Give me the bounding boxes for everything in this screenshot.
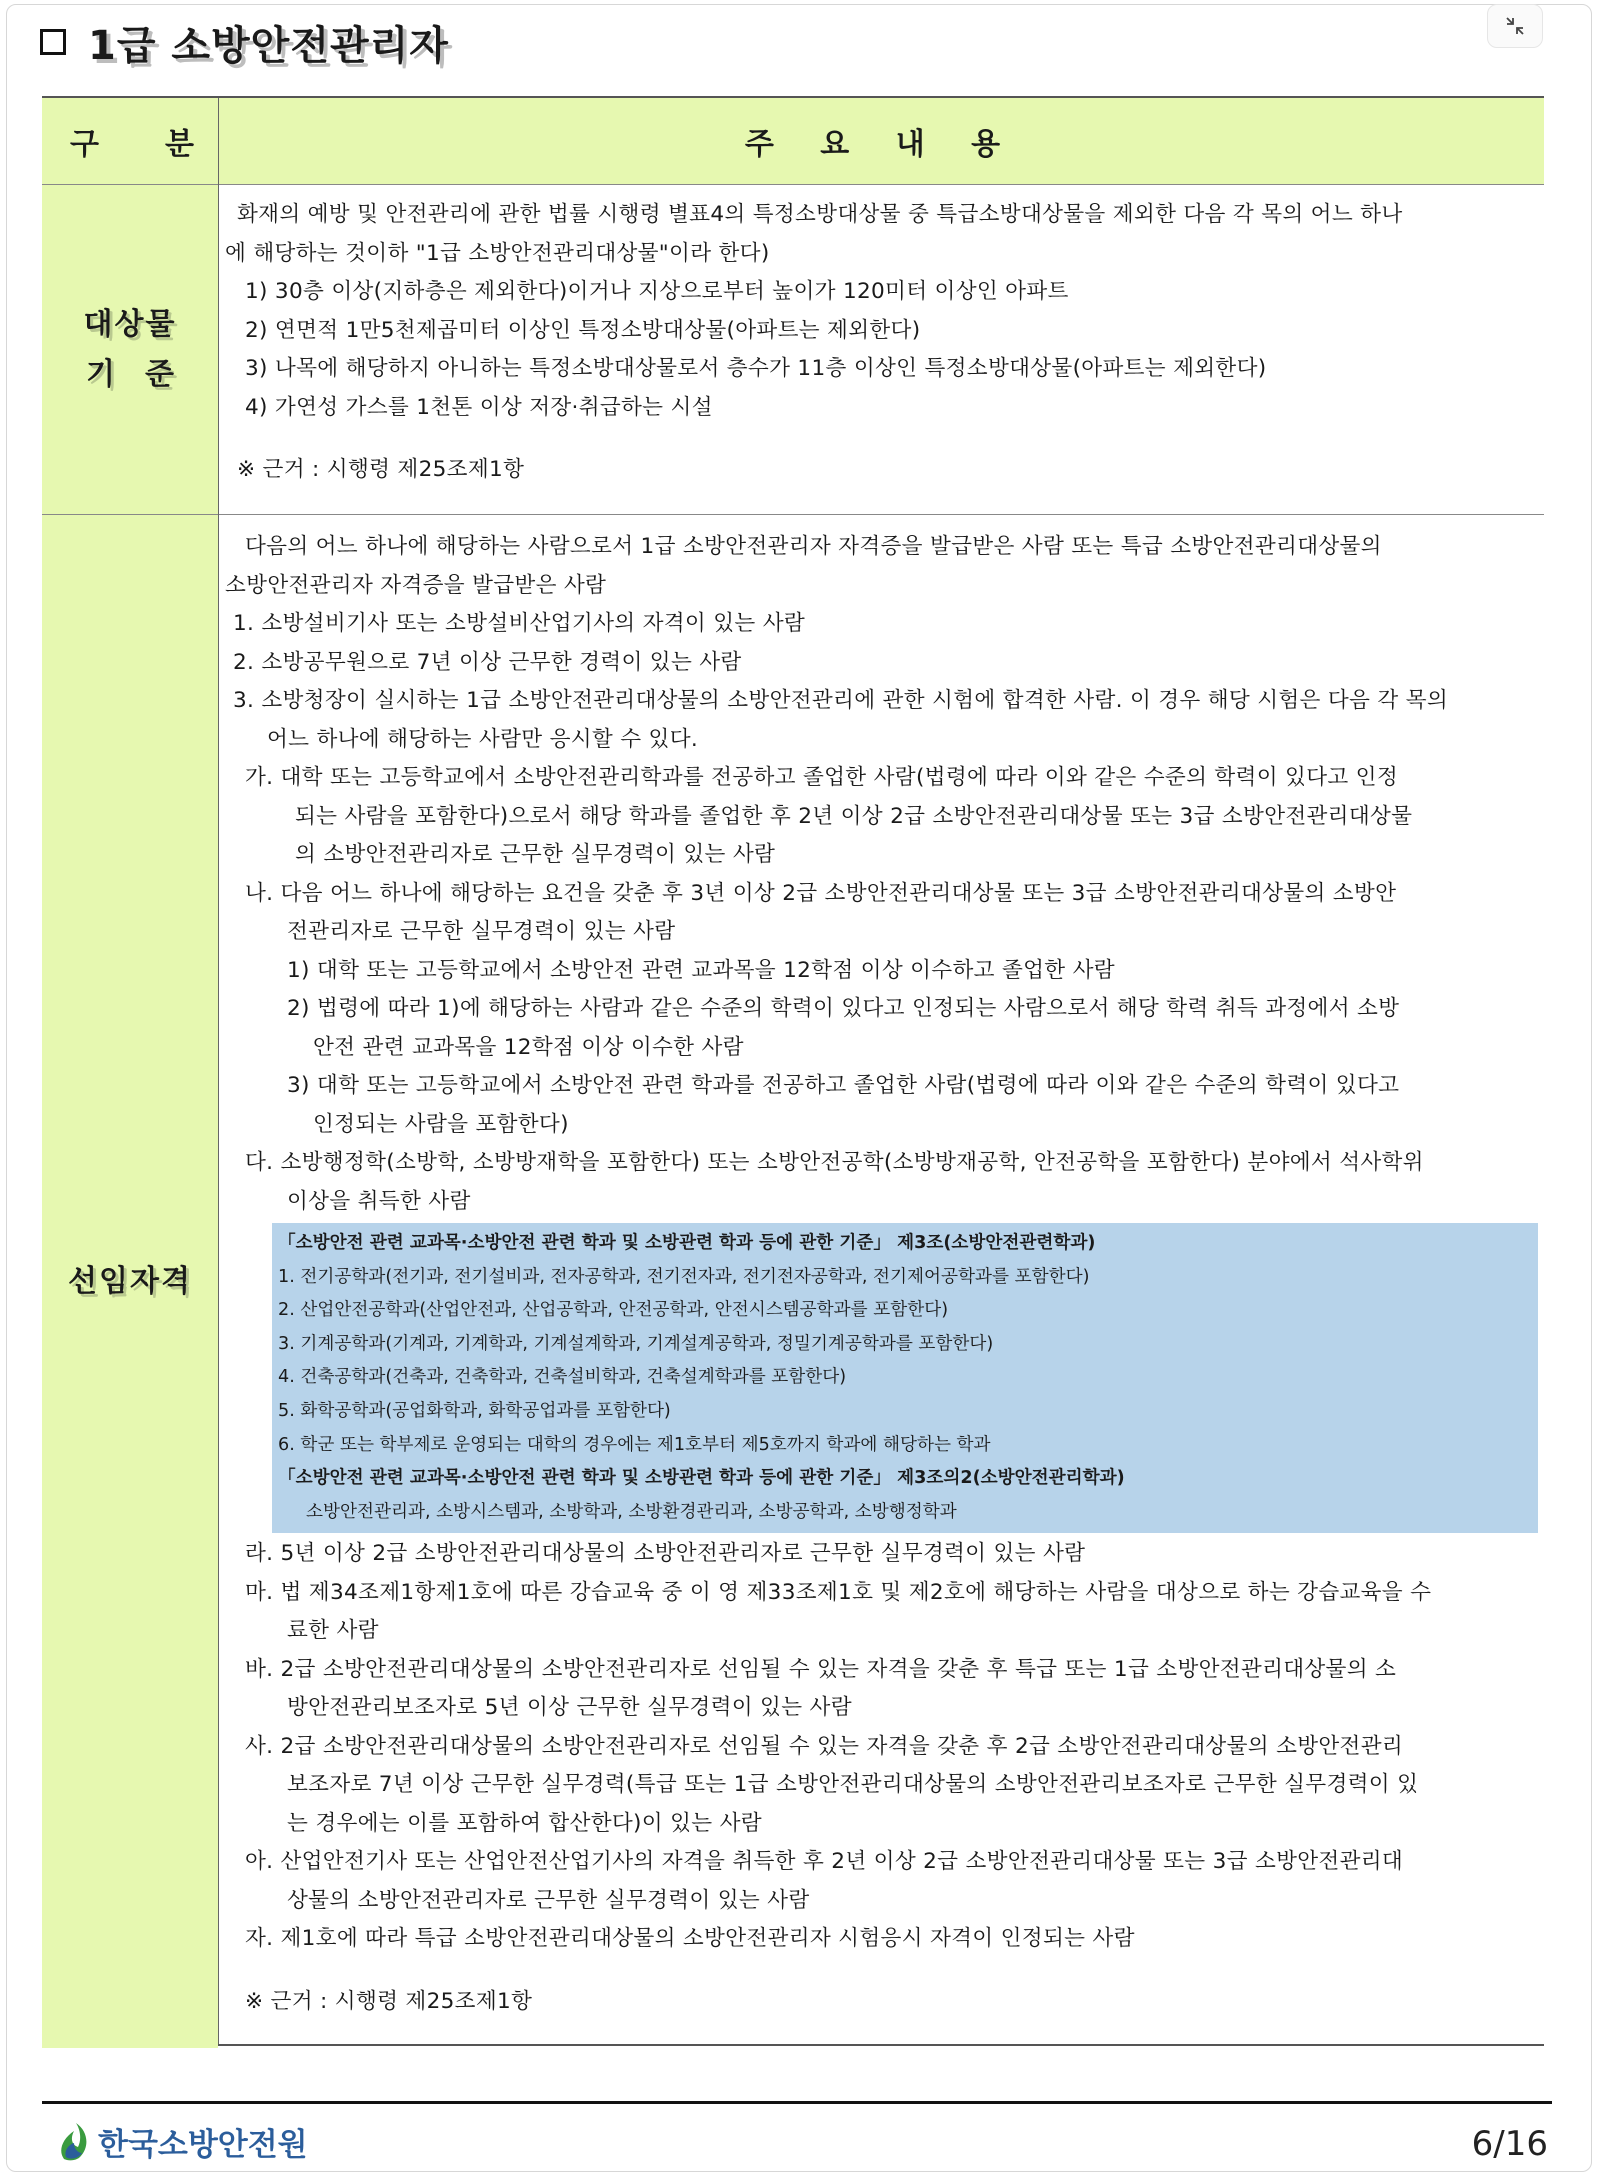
qual-list-item: 1. 소방설비기사 또는 소방설비산업기사의 자격이 있는 사람 — [233, 611, 806, 636]
qual-sub-item: 나. 다음 어느 하나에 해당하는 요건을 갖춘 후 3년 이상 2급 소방안전관리대상물 또는 3급 소방안전관리대상물의 소방안 — [245, 880, 1397, 906]
brand-logo-icon — [56, 2121, 90, 2161]
qual-sub-item: 아. 산업안전기사 또는 산업안전산업기사의 자격을 취득한 후 2년 이상 2급 소방안전관리대상물 또는 3급 소방안전관리대 — [245, 1849, 1404, 1875]
reference-item: 4. 건축공학과(건축과, 건축학과, 건축설비학과, 건축설계학과를 포함한다) — [278, 1367, 847, 1388]
row-divider — [42, 184, 1544, 185]
reference-item: 1. 전기공학과(전기과, 전기설비과, 전자공학과, 전기전자과, 전기전자공학과, 전기제어공학과를 포함한다) — [278, 1266, 1090, 1287]
brand-logo — [56, 2116, 308, 2166]
column-divider — [218, 98, 219, 2044]
collapse-button[interactable] — [1487, 4, 1543, 48]
qual-sub-item-cont: 상물의 소방안전관리자로 근무한 실무경력이 있는 사람 — [287, 1887, 810, 1913]
reference-item: 3. 기계공학과(기계과, 기계학과, 기계설계학과, 기계설계공학과, 정밀기계공학과를 포함한다) — [278, 1333, 994, 1354]
brand-name: 한국소방안전원 — [98, 2126, 308, 2163]
section-qualification-label-text: 선임자격 — [68, 1263, 192, 1299]
reference-item: 소방안전관리과, 소방시스템과, 소방학과, 소방환경관리과, 소방공학과, 소방행정학과 — [306, 1501, 957, 1522]
header-category-char1: 구 — [70, 127, 99, 162]
section-target-label — [42, 185, 218, 514]
qualification-table — [42, 96, 1544, 2046]
qual-list-item: 3. 소방청장이 실시하는 1급 소방안전관리대상물의 소방안전관리에 관한 시험에 합격한 사람. 이 경우 해당 시험은 다음 각 목의 — [233, 688, 1449, 713]
qual-sub-item-cont: 보조자로 7년 이상 근무한 실무경력(특급 또는 1급 소방안전관리대상물의 소방안전관리보조자로 근무한 실무경력이 있 — [287, 1772, 1419, 1798]
reference-item: 5. 화학공학과(공업화학과, 화학공업과를 포함한다) — [278, 1400, 671, 1421]
qual-sub-item: 마. 법 제34조제1항제1호에 따른 강습교육 중 이 영 제33조제1호 및 제2호에 해당하는 사람을 대상으로 하는 강습교육을 수 — [245, 1579, 1432, 1605]
qual-sub-sub-item: 2) 법령에 따라 1)에 해당하는 사람과 같은 수준의 학력이 있다고 인정되는 사람으로서 해당 학력 취득 과정에서 소방 — [287, 996, 1400, 1021]
spacer — [225, 1959, 1538, 1983]
qual-sub-item: 가. 대학 또는 고등학교에서 소방안전관리학과를 전공하고 졸업한 사람(법령에 따라 이와 같은 수준의 학력이 있다고 인정 — [245, 765, 1399, 790]
collapse-icon — [1504, 15, 1526, 37]
row-divider — [42, 514, 1544, 515]
qual-sub-item-cont: 전관리자로 근무한 실무경력이 있는 사람 — [287, 919, 676, 944]
page-title-text: 1급 소방안전관리자 — [88, 22, 449, 69]
qual-sub-sub-item-cont: 인정되는 사람을 포함한다) — [313, 1111, 569, 1137]
qual-list-item: 2. 소방공무원으로 7년 이상 근무한 경력이 있는 사람 — [233, 649, 742, 675]
qual-sub-item-cont: 의 소방안전관리자로 근무한 실무경력이 있는 사람 — [295, 842, 776, 867]
reference-item: 6. 학군 또는 학부제로 운영되는 대학의 경우에는 제1호부터 제5호까지 학과에 해당하는 학과 — [278, 1434, 991, 1455]
qual-sub-item: 자. 제1호에 따라 특급 소방안전관리대상물의 소방안전관리자 시험응시 자격이 인정되는 사람 — [245, 1926, 1135, 1952]
qual-sub-item-cont: 료한 사람 — [287, 1618, 379, 1644]
header-content-cell: 주 요 내 용 — [219, 98, 1544, 184]
qual-sub-item: 라. 5년 이상 2급 소방안전관리대상물의 소방안전관리자로 근무한 실무경력이 있는 사람 — [245, 1541, 1086, 1567]
reference-item: 2. 산업안전공학과(산업안전과, 산업공학과, 안전공학과, 안전시스템공학과를 포함한다) — [278, 1300, 949, 1321]
target-list-item: 3) 나목에 해당하지 아니하는 특정소방대상물로서 층수가 11층 이상인 특정소방대상물(아파트는 제외한다) — [245, 356, 1267, 381]
qual-list-item-cont: 어느 하나에 해당하는 사람만 응시할 수 있다. — [267, 726, 699, 752]
target-list-item: 4) 가연성 가스를 1천톤 이상 저장·취급하는 시설 — [245, 394, 713, 420]
target-list-item: 2) 연면적 1만5천제곱미터 이상인 특정소방대상물(아파트는 제외한다) — [245, 317, 921, 343]
footer-divider — [42, 2101, 1552, 2104]
qual-legal-basis: ※ 근거 : 시행령 제25조제1항 — [245, 1988, 533, 2014]
header-category-char2: 분 — [165, 127, 194, 162]
spacer — [225, 427, 1538, 451]
target-text-line: 화재의 예방 및 안전관리에 관한 법률 시행령 별표4의 특정소방대상물 중 특급소방대상물을 제외한 다음 각 목의 어느 하나 — [237, 202, 1403, 227]
reference-box — [272, 1223, 1538, 1533]
page-number: 6/16 — [1471, 2124, 1548, 2164]
qual-sub-item-cont: 이상을 취득한 사람 — [287, 1188, 471, 1214]
section-target-label-line1: 대상물 — [83, 306, 177, 342]
target-text-line: 에 해당하는 것이하 "1급 소방안전관리대상물"이라 한다) — [225, 240, 770, 266]
qual-text-line: 소방안전관리자 자격증을 발급받은 사람 — [225, 572, 607, 598]
qual-text-line: 다음의 어느 하나에 해당하는 사람으로서 1급 소방안전관리자 자격증을 발급받은 사람 또는 특급 소방안전관리대상물의 — [245, 534, 1382, 559]
header-category-cell — [42, 98, 218, 184]
reference-heading: 「소방안전 관련 교과목·소방안전 관련 학과 및 소방관련 학과 등에 관한 기준」 제3조(소방안전관련학과) — [278, 1233, 1096, 1253]
section-target-label-line2: 기준 — [86, 356, 204, 392]
qual-sub-item: 다. 소방행정학(소방학, 소방방재학을 포함한다) 또는 소방안전공학(소방방재공학, 안전공학을 포함한다) 분야에서 석사학위 — [245, 1150, 1424, 1175]
qual-sub-item-cont: 방안전관리보조자로 5년 이상 근무한 실무경력이 있는 사람 — [287, 1695, 852, 1721]
qual-sub-sub-item: 1) 대학 또는 고등학교에서 소방안전 관련 교과목을 12학점 이상 이수하고 졸업한 사람 — [287, 957, 1115, 983]
section-qualification-content — [225, 528, 1538, 2021]
qual-sub-item-cont: 는 경우에는 이를 포함하여 합산한다)이 있는 사람 — [287, 1810, 762, 1836]
page-title — [40, 14, 449, 70]
title-checkbox-icon — [40, 29, 66, 55]
target-list-item: 1) 30층 이상(지하층은 제외한다)이거나 지상으로부터 높이가 120미터 이상인 아파트 — [245, 279, 1069, 304]
qual-sub-item-cont: 되는 사람을 포함한다)으로서 해당 학과를 졸업한 후 2년 이상 2급 소방안전관리대상물 또는 3급 소방안전관리대상물 — [295, 803, 1413, 829]
qual-sub-item: 사. 2급 소방안전관리대상물의 소방안전관리자로 선임될 수 있는 자격을 갖춘 후 2급 소방안전관리대상물의 소방안전관리 — [245, 1733, 1404, 1759]
section-qualification-label — [42, 515, 218, 2048]
section-target-content — [225, 196, 1538, 490]
reference-heading: 「소방안전 관련 교과목·소방안전 관련 학과 및 소방관련 학과 등에 관한 기준」 제3조의2(소방안전관리학과) — [278, 1468, 1125, 1489]
qual-sub-sub-item-cont: 안전 관련 교과목을 12학점 이상 이수한 사람 — [313, 1034, 744, 1060]
qual-sub-item: 바. 2급 소방안전관리대상물의 소방안전관리자로 선임될 수 있는 자격을 갖춘 후 특급 또는 1급 소방안전관리대상물의 소 — [245, 1656, 1397, 1682]
target-legal-basis: ※ 근거 : 시행령 제25조제1항 — [237, 457, 525, 482]
qual-sub-sub-item: 3) 대학 또는 고등학교에서 소방안전 관련 학과를 전공하고 졸업한 사람(법령에 따라 이와 같은 수준의 학력이 있다고 — [287, 1073, 1400, 1098]
